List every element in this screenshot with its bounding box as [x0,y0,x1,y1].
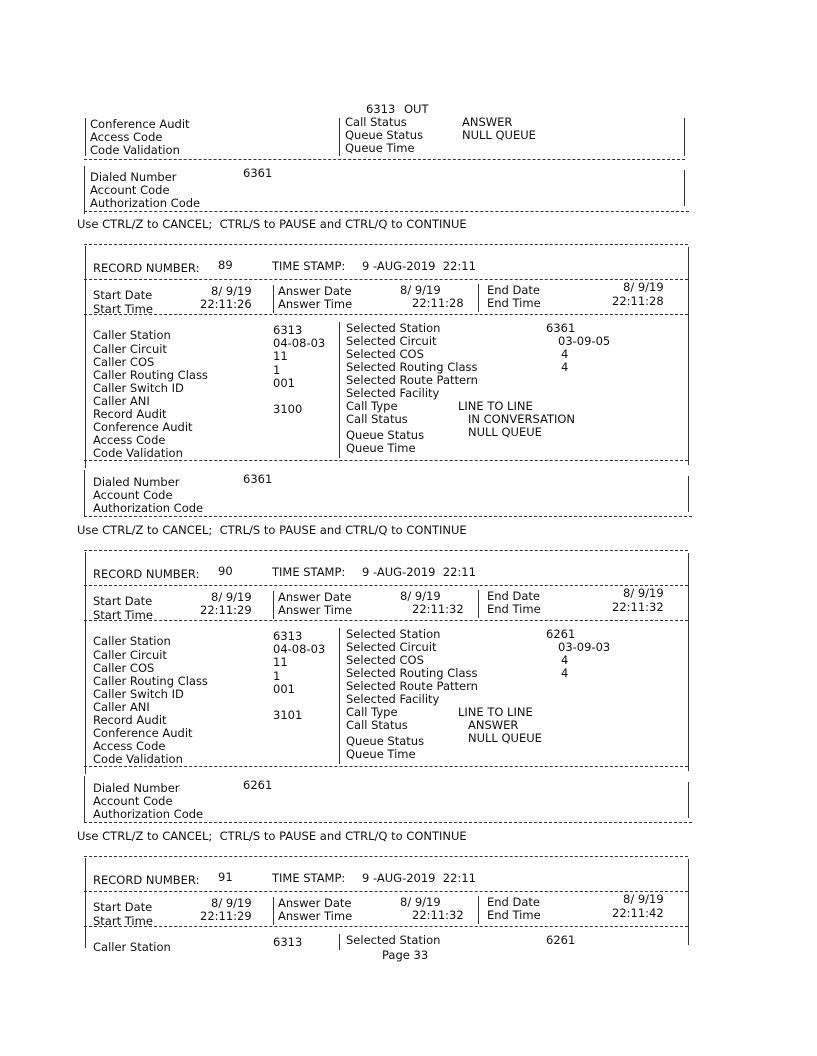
selected-station-label: Selected Station [346,933,441,947]
access-code-label: Access Code [90,130,163,144]
caller-station-value: 6313 [273,935,303,949]
end-date-label: End Date [487,589,540,603]
account-code-label: Account Code [93,794,173,808]
record-number-value: 89 [218,258,233,272]
answer-time-label: Answer Time [278,603,353,617]
dialed-number-value: 6361 [243,472,273,486]
time-stamp-value: 9 -AUG-2019 22:11 [362,259,476,273]
dialed-number-label: Dialed Number [90,170,177,184]
border-mid [273,285,274,313]
selected-routing-class-label: Selected Routing Class [346,666,478,680]
call-status-value: ANSWER [468,718,519,732]
record-audit-label: Record Audit [93,713,167,727]
queue-status-label: Queue Status [346,734,425,748]
start-time-value: 22:11:26 [200,297,252,311]
queue-status-label: Queue Status [346,428,425,442]
start-date-value: 8/ 9/19 [211,590,252,604]
call-status-label: Call Status [346,718,408,732]
queue-status-value: NULL QUEUE [462,128,536,142]
border-right [688,476,689,512]
caller-switch-id-label: Caller Switch ID [93,687,184,701]
call-status-label: Call Status [346,412,408,426]
account-code-label: Account Code [90,183,170,197]
record-number-label: RECORD NUMBER: [93,261,200,275]
selected-station-label: Selected Station [346,321,441,335]
answer-date-value: 8/ 9/19 [400,589,441,603]
end-date-label: End Date [487,283,540,297]
call-type-label: Call Type [346,399,398,413]
answer-time-value: 22:11:32 [412,908,464,922]
call-status-label: Call Status [345,115,407,129]
caller-circuit-label: Caller Circuit [93,342,167,356]
record-number-label: RECORD NUMBER: [93,567,200,581]
record-number-label: RECORD NUMBER: [93,873,200,887]
conference-audit-label: Conference Audit [90,117,190,131]
border-left [84,166,85,214]
border-right [688,859,689,945]
code-validation-label: Code Validation [93,752,183,766]
border-right [684,118,685,156]
selected-route-pattern-label: Selected Route Pattern [346,679,478,693]
end-time-value: 22:11:42 [612,906,664,920]
caller-station-label: Caller Station [93,328,171,342]
answer-date-value: 8/ 9/19 [400,283,441,297]
divider [84,822,692,823]
border-mid [478,284,479,312]
divider [84,766,688,767]
selected-cos-value: 4 [561,653,569,667]
selected-facility-label: Selected Facility [346,386,440,400]
selected-routing-class-label: Selected Routing Class [346,360,478,374]
start-date-label: Start Date [93,594,153,608]
answer-time-label: Answer Time [278,297,353,311]
end-time-label: End Time [487,602,541,616]
border-left [85,858,86,948]
selected-station-label: Selected Station [346,627,441,641]
end-date-value: 8/ 9/19 [623,892,664,906]
end-time-value: 22:11:28 [612,294,664,308]
call-type-label: Call Type [346,705,398,719]
selected-circuit-label: Selected Circuit [346,640,437,654]
divider [84,279,688,280]
caller-routing-class-value: 1 [273,669,281,683]
dialed-number-value: 6261 [243,778,273,792]
queue-status-value: NULL QUEUE [468,731,542,745]
queue-time-label: Queue Time [346,747,416,761]
border-right [684,170,685,206]
caller-routing-class-label: Caller Routing Class [93,674,208,688]
time-stamp-label: TIME STAMP: [272,565,346,579]
record-audit-label: Record Audit [93,407,167,421]
caller-circuit-value: 04-08-03 [273,336,326,350]
conference-audit-label: Conference Audit [93,726,193,740]
selected-cos-label: Selected COS [346,653,424,667]
start-time-value: 22:11:29 [200,603,252,617]
continue-message: Use CTRL/Z to CANCEL; CTRL/S to PAUSE and CTRL/Q to CONTINUE [77,829,467,843]
start-time-label: Start Time [93,608,153,622]
border-mid [478,896,479,924]
time-stamp-value: 9 -AUG-2019 22:11 [362,871,476,885]
border-right [688,782,689,818]
continue-message: Use CTRL/Z to CANCEL; CTRL/S to PAUSE and CTRL/Q to CONTINUE [77,523,467,537]
border-right [688,553,689,771]
selected-routing-class-value: 4 [561,666,569,680]
selected-station-value: 6261 [546,933,576,947]
dialed-number-value: 6361 [243,166,273,180]
divider [84,856,688,857]
divider [84,211,689,212]
divider [84,244,688,245]
call-status-value: ANSWER [462,115,513,129]
selected-circuit-value: 03-09-03 [558,640,611,654]
divider [84,314,688,315]
code-validation-label: Code Validation [90,143,180,157]
divider [84,159,685,160]
access-code-label: Access Code [93,739,166,753]
start-time-label: Start Time [93,914,153,928]
caller-routing-class-value: 1 [273,363,281,377]
answer-date-label: Answer Date [278,590,352,604]
dialed-number-label: Dialed Number [93,781,180,795]
selected-route-pattern-label: Selected Route Pattern [346,373,478,387]
record-audit-value: 3100 [273,402,303,416]
authorization-code-label: Authorization Code [90,196,201,210]
answer-date-label: Answer Date [278,896,352,910]
answer-date-label: Answer Date [278,284,352,298]
access-code-label: Access Code [93,433,166,447]
start-time-value: 22:11:29 [200,909,252,923]
divider [84,516,692,517]
caller-cos-label: Caller COS [93,661,155,675]
time-stamp-label: TIME STAMP: [272,871,346,885]
start-date-label: Start Date [93,288,153,302]
selected-station-value: 6313 [366,102,396,116]
selected-circuit-value: 03-09-05 [558,334,611,348]
caller-station-label: Caller Station [93,940,171,954]
caller-switch-id-value: 001 [273,682,295,696]
divider [84,460,688,461]
start-date-label: Start Date [93,900,153,914]
queue-status-label: Queue Status [345,128,424,142]
dialed-number-label: Dialed Number [93,475,180,489]
selected-circuit-label: Selected Circuit [346,334,437,348]
selected-cos-label: Selected COS [346,347,424,361]
record-audit-value: 3101 [273,708,303,722]
border-mid [273,897,274,925]
answer-date-value: 8/ 9/19 [400,895,441,909]
end-time-value: 22:11:32 [612,600,664,614]
record-number-value: 90 [218,564,233,578]
selected-routing-class-value: 4 [561,360,569,374]
conference-audit-label: Conference Audit [93,420,193,434]
divider [84,620,688,621]
authorization-code-label: Authorization Code [93,807,204,821]
time-stamp-value: 9 -AUG-2019 22:11 [362,565,476,579]
end-date-label: End Date [487,895,540,909]
answer-time-value: 22:11:28 [412,296,464,310]
end-time-label: End Time [487,296,541,310]
border-left [84,776,85,822]
selected-facility-label: Selected Facility [346,692,440,706]
caller-ani-label: Caller ANI [93,394,150,408]
divider [84,926,688,927]
border-mid [339,322,340,458]
call-type-value: LINE TO LINE [458,705,533,719]
record-number-value: 91 [218,870,233,884]
border-mid [339,628,340,764]
caller-routing-class-label: Caller Routing Class [93,368,208,382]
border-mid [339,118,340,156]
queue-time-label: Queue Time [345,141,415,155]
time-stamp-label: TIME STAMP: [272,259,346,273]
queue-status-value: NULL QUEUE [468,425,542,439]
start-time-label: Start Time [93,302,153,316]
border-right [688,247,689,465]
continue-message: Use CTRL/Z to CANCEL; CTRL/S to PAUSE and CTRL/Q to CONTINUE [77,217,467,231]
caller-switch-id-value: 001 [273,376,295,390]
account-code-label: Account Code [93,488,173,502]
caller-circuit-label: Caller Circuit [93,648,167,662]
caller-cos-value: 11 [273,349,288,363]
caller-switch-id-label: Caller Switch ID [93,381,184,395]
divider [84,585,688,586]
end-time-label: End Time [487,908,541,922]
page-number: Page 33 [382,948,429,962]
call-status-value: IN CONVERSATION [468,412,576,426]
start-date-value: 8/ 9/19 [211,284,252,298]
caller-station-label: Caller Station [93,634,171,648]
answer-time-label: Answer Time [278,909,353,923]
border-mid [273,591,274,619]
divider [84,891,688,892]
end-date-value: 8/ 9/19 [623,586,664,600]
caller-station-value: 6313 [273,323,303,337]
caller-circuit-value: 04-08-03 [273,642,326,656]
selected-station-value: 6261 [546,627,576,641]
border-left [85,118,86,156]
start-date-value: 8/ 9/19 [211,896,252,910]
border-mid [339,934,340,950]
selected-station-value: 6361 [546,321,576,335]
divider [84,550,688,551]
border-left [84,470,85,516]
end-date-value: 8/ 9/19 [623,280,664,294]
code-validation-label: Code Validation [93,446,183,460]
call-type-value: LINE TO LINE [458,399,533,413]
caller-station-value: 6313 [273,629,303,643]
authorization-code-label: Authorization Code [93,501,204,515]
border-mid [478,590,479,618]
queue-time-label: Queue Time [346,441,416,455]
selected-cos-value: 4 [561,347,569,361]
caller-cos-value: 11 [273,655,288,669]
answer-time-value: 22:11:32 [412,602,464,616]
caller-cos-label: Caller COS [93,355,155,369]
selected-station-suffix: OUT [404,102,429,116]
caller-ani-label: Caller ANI [93,700,150,714]
